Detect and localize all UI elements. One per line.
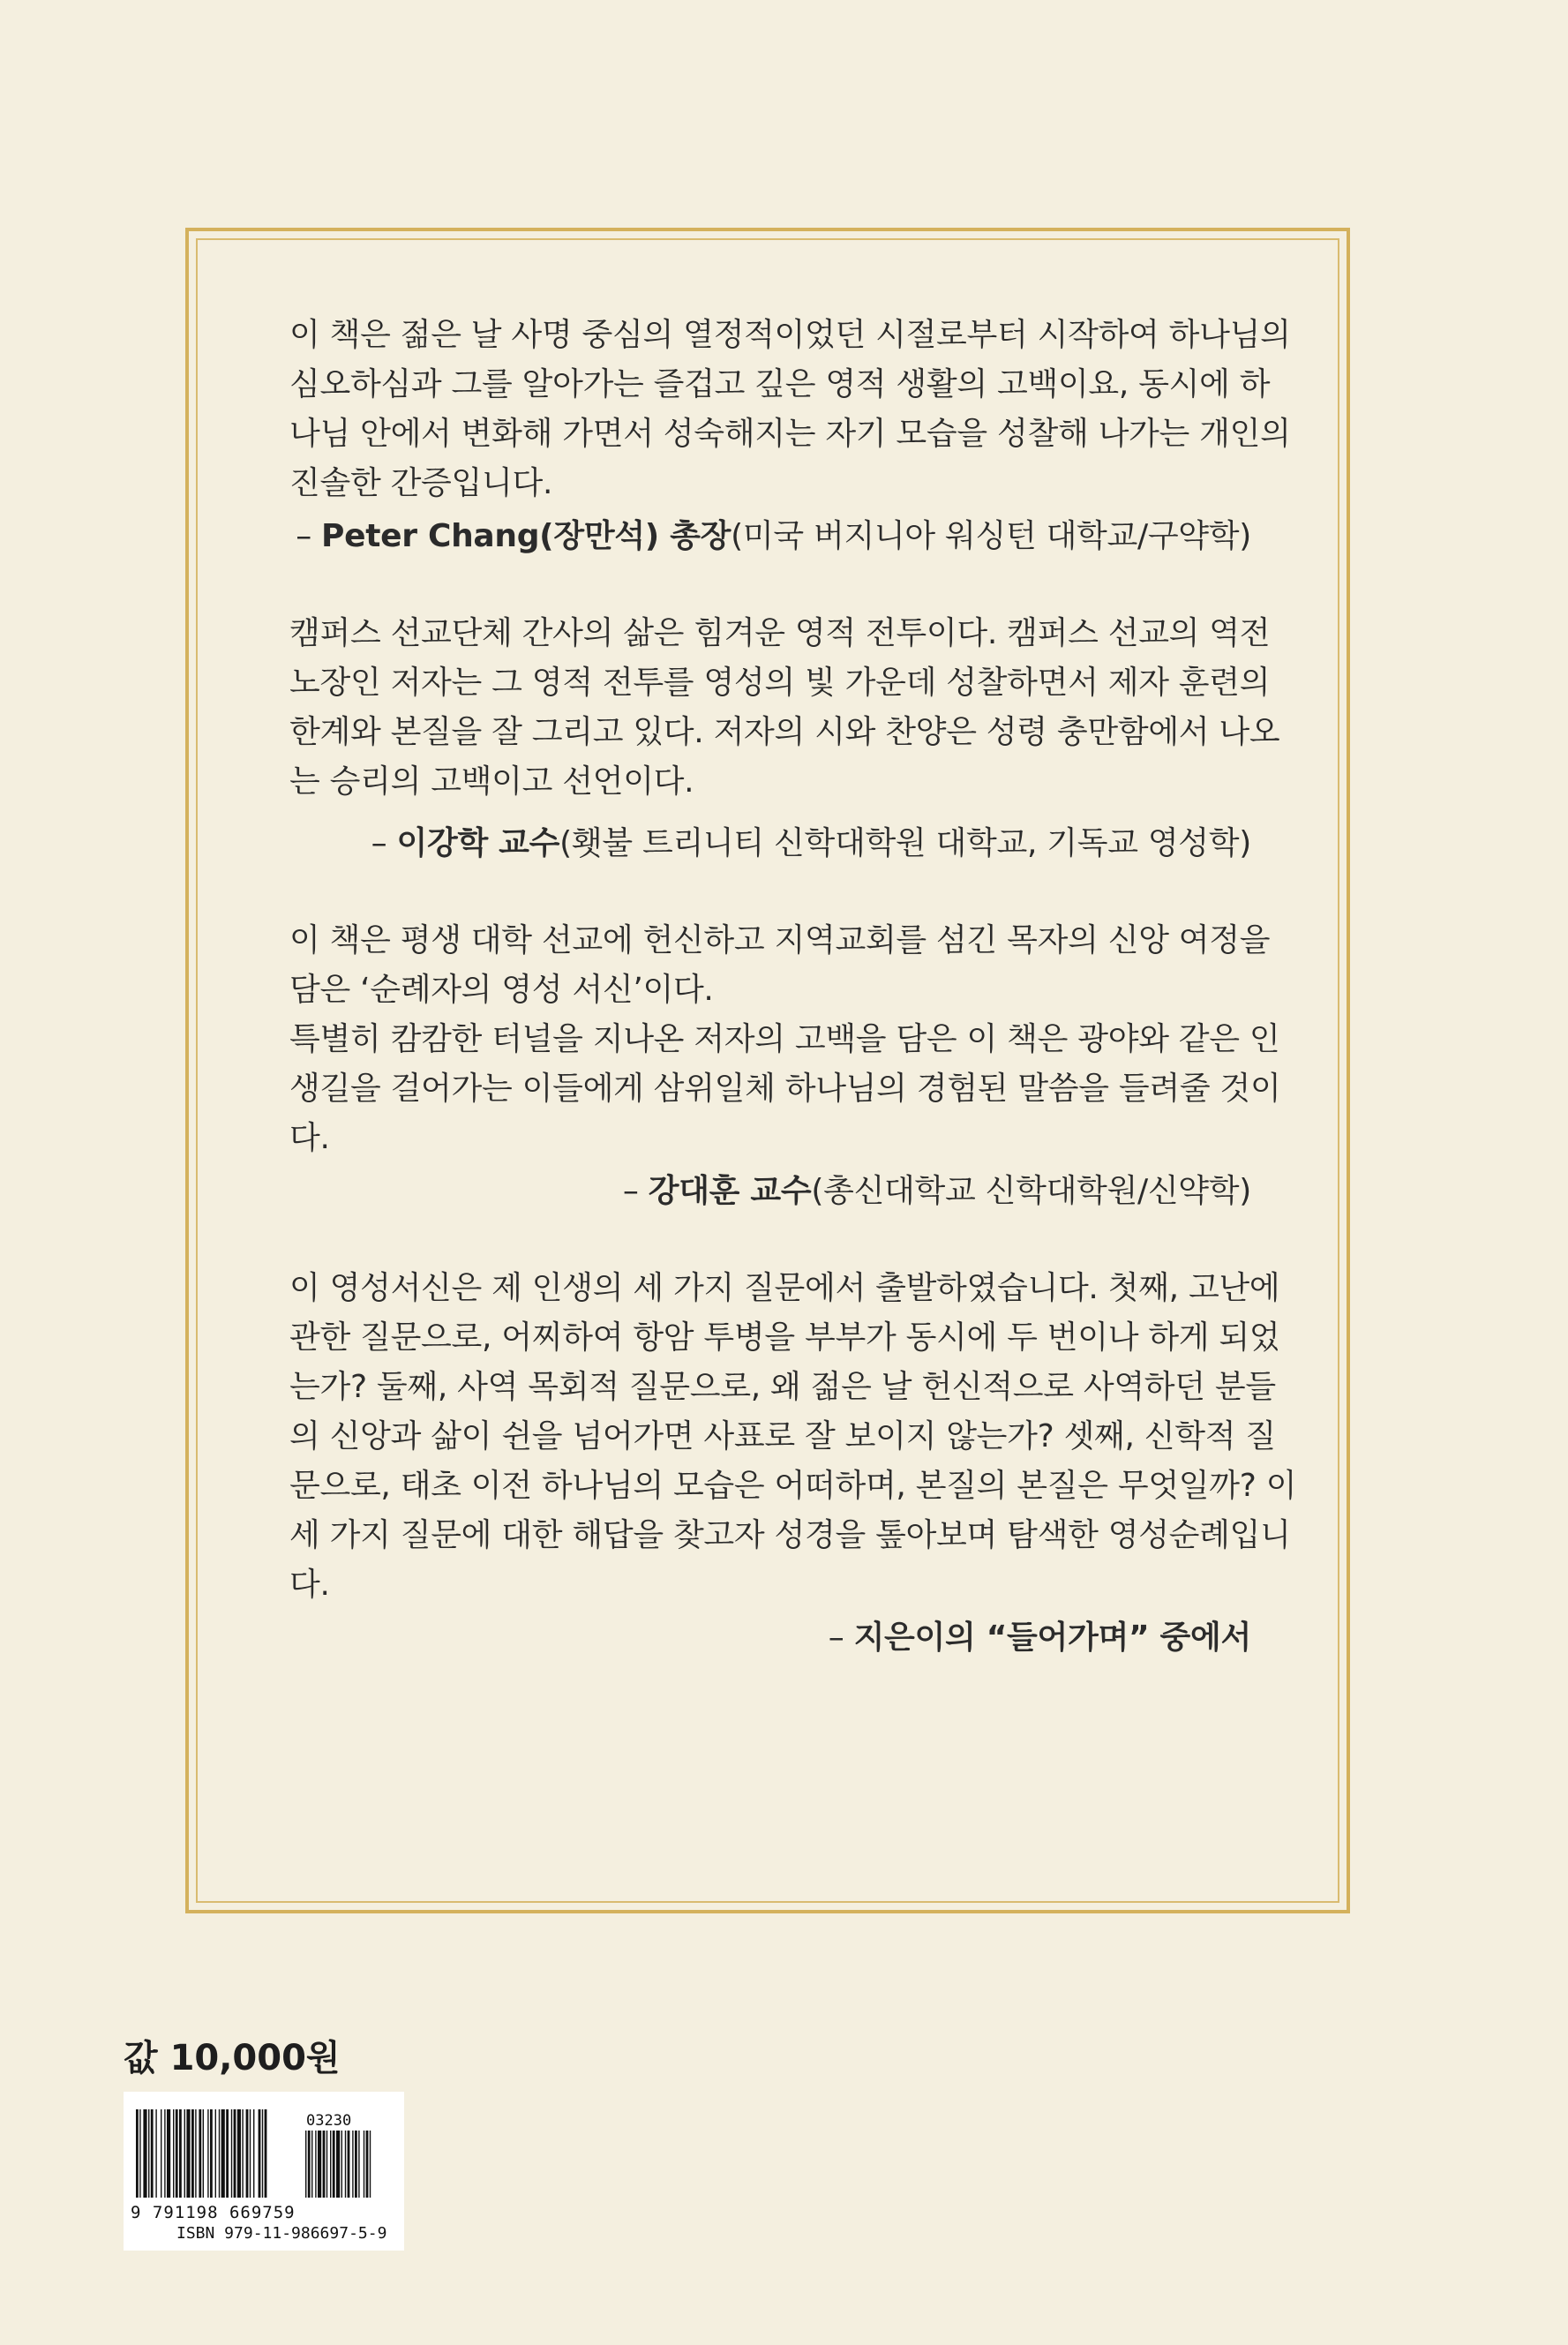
blurb-line: 캠퍼스 선교단체 간사의 삶은 힘겨운 영적 전투이다. 캠퍼스 선교의 역전 bbox=[289, 615, 1271, 651]
blurb-line: 한계와 본질을 잘 그리고 있다. 저자의 시와 찬양은 성령 충만함에서 나오 bbox=[289, 714, 1280, 750]
attribution-affiliation: (횃불 트리니티 신학대학원 대학교, 기독교 영성학) bbox=[559, 825, 1251, 861]
blurb-line: 문으로, 태초 이전 하나님의 모습은 어떠하며, 본질의 본질은 무엇일까? 이 bbox=[289, 1468, 1297, 1504]
attribution-affiliation: (총신대학교 신학대학원/신약학) bbox=[811, 1173, 1251, 1209]
blurb-line: 담은 ‘순례자의 영성 서신’이다. bbox=[289, 972, 714, 1008]
attribution-dash: – bbox=[622, 1173, 649, 1209]
attribution-affiliation: (미국 버지니아 워싱턴 대학교/구약학) bbox=[731, 518, 1251, 554]
attribution-dash: – bbox=[828, 1620, 854, 1656]
blurb-line: 심오하심과 그를 알아가는 즐겁고 깊은 영적 생활의 고백이요, 동시에 하 bbox=[289, 366, 1271, 402]
blurb-3-attribution bbox=[289, 1167, 1251, 1216]
blurb-line: 다. bbox=[289, 1567, 330, 1603]
blurb-line: 세 가지 질문에 대한 해답을 찾고자 성경을 톺아보며 탐색한 영성순례입니 bbox=[289, 1517, 1291, 1553]
barcode-number: 9 791198 669759 bbox=[131, 2203, 296, 2222]
blurb-line: 나님 안에서 변화해 가면서 성숙해지는 자기 모습을 성찰해 나가는 개인의 bbox=[289, 416, 1291, 452]
price-label: 값 10,000원 bbox=[124, 2038, 341, 2078]
isbn-text: ISBN 979-11-986697-5-9 bbox=[176, 2224, 387, 2243]
isbn-barcode bbox=[124, 2092, 404, 2251]
blurb-line: 노장인 저자는 그 영적 전투를 영성의 빛 가운데 성찰하면서 제자 훈련의 bbox=[289, 665, 1271, 701]
attribution-name: 지은이의 “들어가며” 중에서 bbox=[853, 1620, 1251, 1656]
blurb-line: 이 책은 평생 대학 선교에 헌신하고 지역교회를 섬긴 목자의 신앙 여정을 bbox=[289, 922, 1271, 958]
blurb-line: 의 신앙과 삶이 쉰을 넘어가면 사표로 잘 보이지 않는가? 셋째, 신학적 질 bbox=[289, 1418, 1276, 1454]
blurb-1 bbox=[289, 311, 1291, 508]
blurb-1-attribution bbox=[289, 512, 1251, 561]
attribution-name: 이강학 교수 bbox=[396, 825, 560, 861]
blurb-line: 생길을 걸어가는 이들에게 삼위일체 하나님의 경험된 말씀을 들려줄 것이 bbox=[289, 1071, 1281, 1107]
blurb-line: 다. bbox=[289, 1120, 330, 1156]
blurb-3 bbox=[289, 916, 1281, 1163]
blurb-line: 특별히 캄캄한 터널을 지나온 저자의 고백을 담은 이 책은 광야와 같은 인 bbox=[289, 1021, 1280, 1057]
blurb-line: 는 승리의 고백이고 선언이다. bbox=[289, 763, 694, 800]
blurb-line: 진솔한 간증입니다. bbox=[289, 465, 553, 501]
blurb-section bbox=[289, 311, 1297, 1663]
blurb-4 bbox=[289, 1264, 1297, 1610]
blurb-line: 이 책은 젊은 날 사명 중심의 열정적이었던 시절로부터 시작하여 하나님의 bbox=[289, 317, 1291, 353]
blurb-2 bbox=[289, 609, 1280, 807]
blurb-line: 는가? 둘째, 사역 목회적 질문으로, 왜 젊은 날 헌신적으로 사역하던 분들 bbox=[289, 1369, 1276, 1405]
attribution-dash: – bbox=[296, 518, 322, 554]
blurb-4-attribution bbox=[289, 1613, 1251, 1663]
attribution-dash: – bbox=[371, 825, 397, 861]
barcode-addon-number: 03230 bbox=[306, 2112, 352, 2130]
blurb-2-attribution bbox=[289, 819, 1251, 868]
attribution-name: 강대훈 교수 bbox=[648, 1173, 812, 1209]
blurb-line: 관한 질문으로, 어찌하여 항암 투병을 부부가 동시에 두 번이나 하게 되었 bbox=[289, 1319, 1280, 1356]
blurb-line: 이 영성서신은 제 인생의 세 가지 질문에서 출발하였습니다. 첫째, 고난에 bbox=[289, 1270, 1280, 1306]
attribution-name: Peter Chang(장만석) 총장 bbox=[321, 518, 731, 554]
